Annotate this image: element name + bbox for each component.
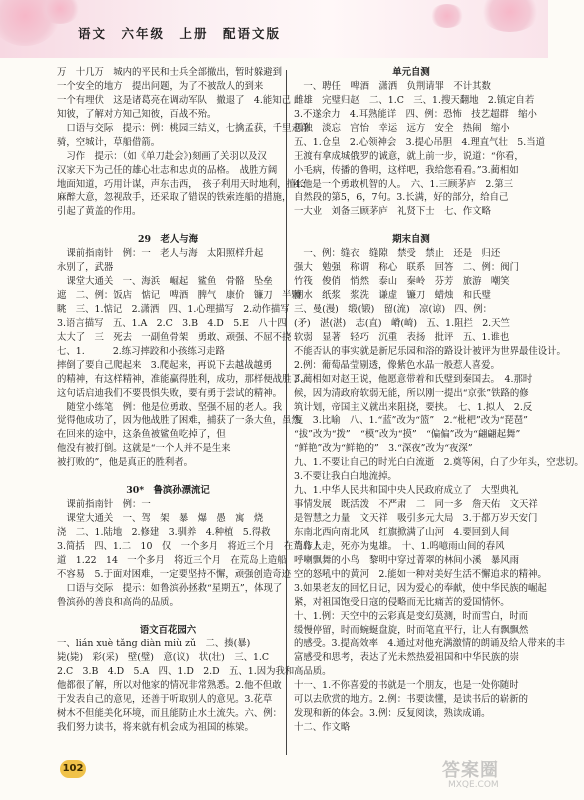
answer-line: 一大业 刘备三顾茅庐 礼贤下士 七、作文略 [294,206,491,218]
answer-line: 3.语言描写 五、1.A 2.C 3.B 4.D 5.E 八十四 [57,317,287,329]
answer-line: 太大了 三 死去 一副鱼骨架 勇敢、顽强、不屈不挠 [57,331,292,343]
answer-line: 一、lián xuè tǎng diàn miù zǔ 二、揍(暴) [57,638,251,650]
book-title: 语文 六年级 上册 配语文版 [78,26,282,41]
answer-line: 这句话启迪我们不要畏惧失败，要有勇于尝试的精神。 [57,387,283,399]
answer-line [294,219,528,233]
answer-line: 发现和新的体会。3.例：反复阅读，熟读成诵。 [294,708,491,720]
answer-line: 摔倒了要自己爬起来 3.爬起来，再说下去越战越勇 [57,359,273,371]
answer-line: (矛) 湛(湛) 志(直) 嵴(崎) 五、1.阻拦 2.天竺 [294,317,510,329]
answer-line: 汉家天下为己任的雄心壮志和忠贞的品格。 战胜方阔 [57,164,278,176]
answer-line: 十一、1.不你喜爱的书就是一个朋友，也是一处你随时 [294,680,519,692]
answer-line: 紧，对祖国饱受日寇的侵略而无比痛苦的爱国情怀。 [294,596,510,608]
answer-line: 遮 二、例：饭店 惦记 啤酒 脾气 康价 镰刀 半颗 [57,290,301,301]
answer-line: 小毛病，传播的鲁明，这样吧，我给您看看。”3.蔺相如 [294,164,519,176]
answer-line: 的感受。3.提高效率 4.通过对他充满激情的朗诵及给人带来的丰 [294,638,566,650]
answer-line: 引起了黄盖的作用。 [57,206,142,218]
answer-line: 3.不遂余力 4.耳熟能详 四、例：恐怖 技艺超群 缩小 [294,108,537,120]
answer-line: 课前指南针 例：一 老人与海 太阳照样升起 [57,248,264,260]
answer-line: 九、1.不要让自己的时光白白流逝 2.奠等闲，白了少年头，空悲切。 [294,457,584,469]
answer-line: 一个有埋伏 这是诸葛亮在调动军队 撤退了 4.能知己 [57,94,291,106]
answer-line: 十二、作文略 [294,722,351,734]
watermark-text: 答案圈 [442,760,499,781]
section-heading: 29 老人与海 [138,234,198,246]
page-header [0,0,548,58]
watermark-url: MXQE.COM [448,780,499,790]
answer-line: 潮水 纸浆 浆洗 谦虚 镰刀 蜡烛 和氏璧 [294,290,491,301]
answer-line: 2.例：葡萄晶莹剔透，像紫色水晶一般惹人喜爱。 [294,359,500,371]
page-number: 102 [60,760,86,778]
answer-line: 道 1.22 14 一个多月 将近三个月 在荒岛上造船 [57,554,287,566]
answer-line: 课堂大通关 一、海浜 崛起 鲨鱼 骨骼 坠垒 [57,276,273,288]
answer-line: 鲁滨孙的善良和高尚的品质。 [57,596,179,608]
answer-line: 自然段的第5，6，7句。3.长满，好的部分，给自己 [294,192,509,204]
answer-line: 3.不要让我白白地流掉。 [294,471,397,483]
answer-line: 2.C 3.B 4.D 5.A 四、1.D 2.D 五、1.因为我和 [57,666,295,678]
answer-line: 口语与交际 提示：例：桃园三结义，七擒孟获，千里走单 [57,122,311,134]
cherry-blossom-decoration [430,4,464,28]
answer-line: 复 3.比喻 八、1.“蓝”改为“篮” 2.“枇杷”改为“琵琶” [294,415,528,427]
answer-line: 一个安全的地方 提出问题，为了不被敌人的到来 [57,80,264,92]
answer-line: 毙(毙) 彩(采) 壁(璧) 意(议) 状(壮) 三、1.C [57,652,270,664]
answer-line: 在回来的途中，这条鱼被鲨鱼吃掉了，但 [57,429,226,441]
answer-line: 知彼，了解对方知己知彼，百战不殆。 [57,108,217,120]
answer-line: 的精神，有这样精神，准能赢得胜利，成功，那样便战胜了。 [57,373,311,385]
answer-line: 习作 提示：（如《单刀赴会》)刻画了关羽以及汉 [57,150,267,162]
cherry-blossom-decoration [480,0,540,32]
answer-line: 不容易 5.于面对困难，一定要坚持不懈，顽强创造奇迹 [57,568,291,580]
answer-line: 不能否认的事实就是新尼乐园和浴的路设计被评为世界最佳设计。 [294,345,566,357]
answer-line: 3.蔺相如对赵王说，他愿意带着和氏璧到秦国去。 4.那时 [294,373,533,385]
answer-line: 王渡有拿成城俄罗的诚意，就上前一步，说道：“你看， [294,150,524,162]
answer-line: 呼喇飘舞的小鸟 黎明中穿过菁翠的林间小溪 暴风雨 [294,554,520,566]
answer-line: 当作人走，死亦为鬼雄。 十、1.呜噫雨山间的春风 [294,540,505,552]
watermark-logo [442,752,538,796]
answer-line [57,470,279,484]
answer-line: 一、例：缝衣 缝隙 禁受 禁止 还是 归还 [294,248,501,260]
answer-line: 东南北西向南北风 红旗掀满了山河 4.要回到人间 [294,526,510,538]
section-heading: 语文百花园六 [139,624,197,636]
answer-line: 孤独 淡忘 宫怡 幸运 远方 安全 热闹 缩小 [294,122,510,134]
answer-line: 口语与交际 提示：如鲁滨孙拯救“星期五”，体现了 [57,582,283,594]
answer-line: 浇 二、1.陆地 2.修建 3.驯养 4.种植 5.得救 [57,526,271,538]
answer-line: “拔”改为“拨” “模”改为“摸” “偏偏”改为“翩翩起舞” [294,429,521,441]
answer-line: 缓慢停留，时而蜿蜒盘旋，时而笔直平行，让人有飘飘然 [294,624,529,636]
answer-line: 三、曼(漫) 缎(锻) 留(流) 凉(谅) 四、例： [294,303,493,315]
answer-line: 4.他是一个勇敢机智的人。 六、1.三顾茅庐 2.第三 [294,178,514,190]
answer-line: 他都很了解，所以对他家的情况非常熟悉。2.他不但敢 [57,680,282,692]
answer-line: 十、1.例：天空中的云彩真是变幻莫测，时而雪白，时而 [294,610,528,622]
answer-line: 九、1.中华人民共和国中央人民政府成立了 大型典礼 [294,485,519,497]
answer-line: 觉得他成功了，因为他战胜了困难，捕获了一条大鱼，虽然 [57,415,301,427]
column-divider [286,70,287,755]
answer-line: 课前指南针 例：一 [57,499,151,511]
answer-line: 眺 三、1.惦记 2.潇洒 四、1.心理描写 2.动作描写 [57,303,290,315]
answer-line: 五、1.仓皇 2.心领神会 3.提心吊胆 4.理直气壮 5.当道 [294,136,545,148]
answer-line: 强大 勉强 称谓 称心 联系 回答 二、例：阀门 [294,262,520,274]
answer-line: 于发表自己的意见，还善于听取别人的意见。3.花草 [57,694,273,706]
answer-line: 雌雄 完璧归赵 二、1.C 三、1.搜天翻地 2.镇定自若 [294,94,535,106]
answer-line: 高品质。 [294,666,332,678]
answer-line [57,219,279,233]
answer-line: 筑计划，帝国主义就出来阻挠，要挟。 七、1.拟人 2.反 [294,401,533,413]
answer-line: 永别了，武器 [57,262,114,274]
answer-line: 我们努力读书，将来就有机会成为祖国的栋梁。 [57,722,254,734]
answer-line: 树木不但能美化环境，而且能防止水土流失。六、例： [57,708,283,720]
answer-line: 骑，空城计，草船借箭。 [57,136,161,148]
right-answer-column [294,66,584,735]
section-heading: 30* 鲁滨孙漂流记 [126,485,210,497]
answer-line: 可以去欣赏的地方。2.例：书要读懂，是读书后的崭新的 [294,694,528,706]
answer-line [57,610,279,624]
answer-line: 地面知道，巧用计谋，声东击西， 孩子利用天时地利，擅长 [57,178,306,190]
answer-line: 他没有被打倒。这就是“一个人并不是生来 [57,443,231,455]
answer-line: 3.简括 四、1.二 10 仅 一个多月 将近三个月 在荒岛上 [57,540,322,552]
answer-line: 候，因为清政府软弱无能，所以刚一提出“京张”铁路的修 [294,387,529,399]
answer-line: 七、1. 2.练习摔跤和小孩练习走路 [57,345,225,357]
answer-line: “鲜艳”改为“鲜艳的” 3.“深夜”改为“夜深” [294,443,473,455]
answer-line: 是智慧之力量 文天祥 吸引多元大局 3.于都万岁天安门 [294,513,538,524]
answer-line: 万 十几万 城内的平民和士兵全部撤出，暂时躲避到 [57,67,283,78]
answer-line: 被打败的”，他是真正的胜利者。 [57,457,194,469]
answer-line: 竹筏 俊俏 悄然 泰山 秦岭 芬芳 旅游 嘲笑 [294,276,510,288]
section-heading: 期末自测 [392,234,430,246]
section-heading: 单元自测 [392,67,430,78]
answer-line: 软弱 显著 轻巧 沉重 表扬 批评 五、1.谁也 [294,331,510,343]
answer-line: 空的怒吼中的黄河 2.能如一种对美好生活不懈追求的精神。 [294,568,547,580]
answer-line: 3.如果老友的回忆日记，因为爱心的奉献，使中华民族的崛起 [294,582,547,594]
answer-line: 富感受和思考，表达了光未然热爱祖国和中华民族的崇 [294,652,520,664]
answer-line: 随堂小练笔 例：他是位勇敢、坚强不屈的老人。我 [57,401,283,413]
cherry-blossom-decoration [40,0,80,24]
answer-line: 课堂大通关 一、驾 架 暴 爆 愚 寓 烧 [57,513,264,524]
answer-line: 事情发展 既活泼 不严肃 二 同一多 詹天佑 文天祥 [294,499,538,511]
answer-line: 一、聘任 啤酒 潇洒 负荆请罪 不计其数 [294,80,491,92]
answer-line: 麻醉大意，忽视敌手，还采取了错误的铁索连船的措施， [57,192,292,204]
